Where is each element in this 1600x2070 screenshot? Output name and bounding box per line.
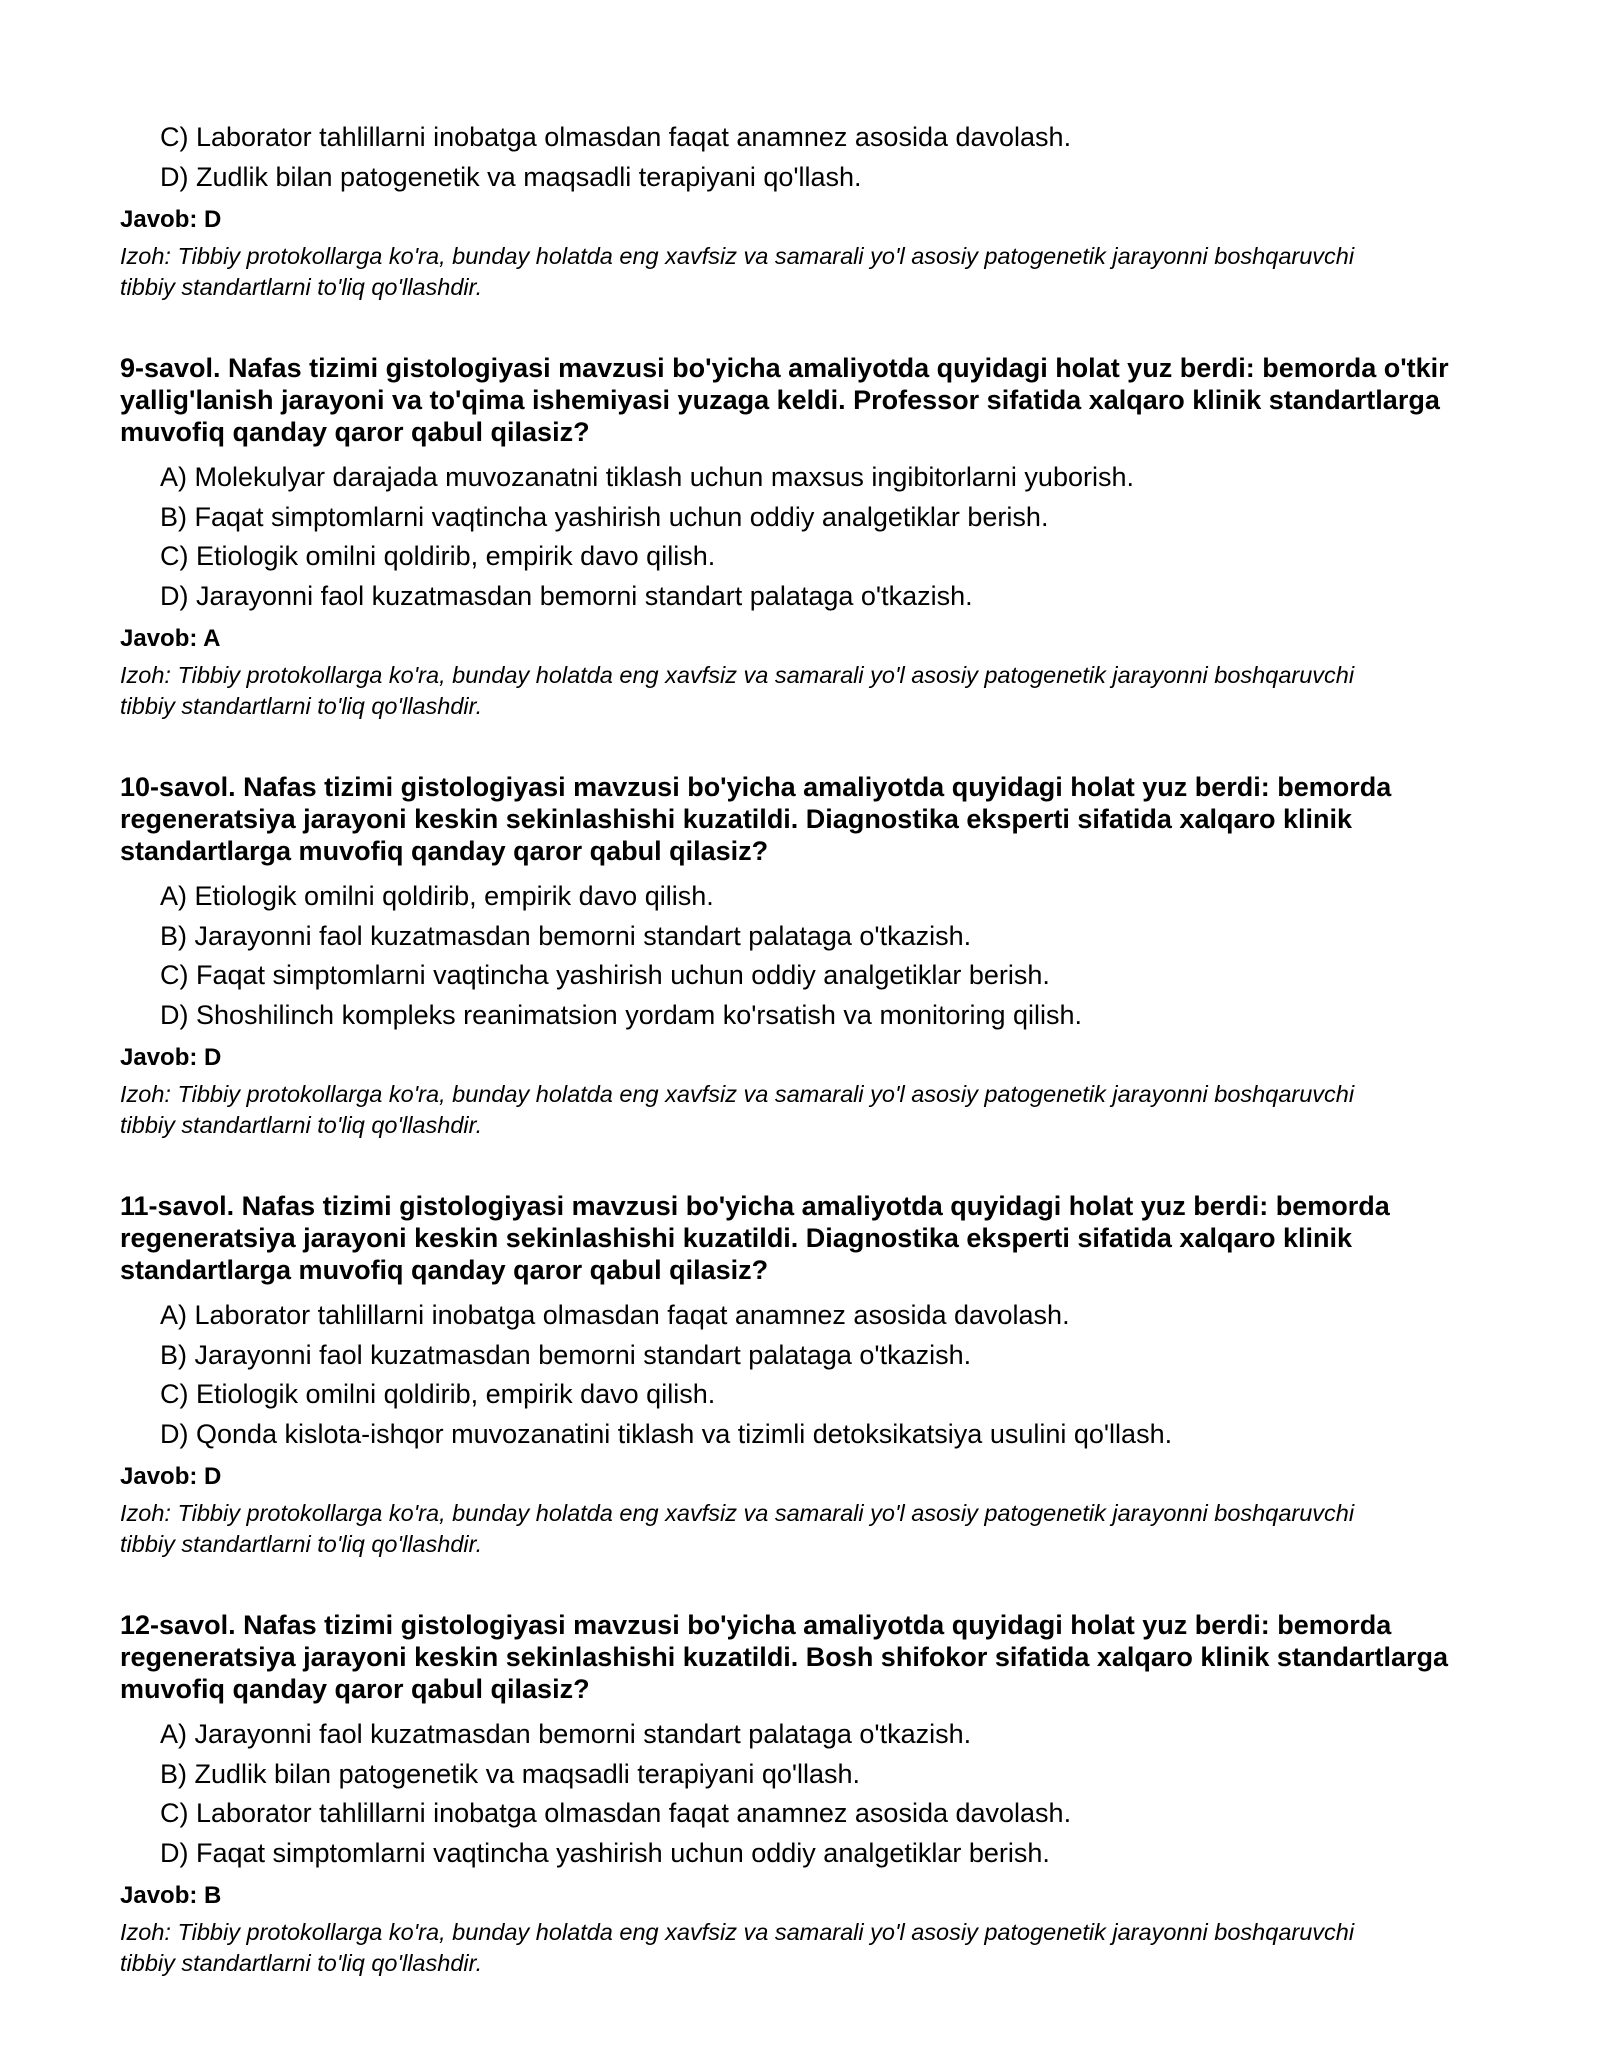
- option-c: C) Etiologik omilni qoldirib, empirik davo qilish.: [160, 1379, 716, 1409]
- explanation-note: Izoh: Tibbiy protokollarga ko'ra, bunday holatda eng xavfsiz va samarali yo'l asosiy patogenetik jarayonni boshqaruvchi tibbiy standartlarni to'liq qo'llashdir.: [120, 662, 1355, 719]
- question-block-11: [120, 1190, 1510, 1560]
- options-list: [120, 118, 1510, 197]
- option-d: D) Faqat simptomlarni vaqtincha yashirish uchun oddiy analgetiklar berish.: [160, 1837, 1050, 1868]
- question-title: 10-savol. Nafas tizimi gistologiyasi mavzusi bo'yicha amaliyotda quyidagi holat yuz berdi: bemorda regeneratsiya jarayoni keskin sekinlashishi kuzatildi. Diagnostika eksperti sifatida xalqaro klinik standartlarga muvofiq qanday qaror qabul qilasiz?: [120, 772, 1392, 866]
- answer-label: Javob: B: [120, 1882, 222, 1909]
- option-a: A) Laborator tahlillarni inobatga olmasdan faqat anamnez asosida davolash.: [160, 1300, 1070, 1330]
- options-list: [120, 1296, 1510, 1454]
- option-d: D) Qonda kislota-ishqor muvozanatini tiklash va tizimli detoksikatsiya usulini qo'llash.: [160, 1418, 1173, 1449]
- question-block-10: [120, 771, 1510, 1141]
- option-b: B) Jarayonni faol kuzatmasdan bemorni standart palataga o'tkazish.: [160, 920, 972, 951]
- options-list: [120, 458, 1510, 616]
- question-title: 11-savol. Nafas tizimi gistologiyasi mavzusi bo'yicha amaliyotda quyidagi holat yuz berdi: bemorda regeneratsiya jarayoni keskin sekinlashishi kuzatildi. Diagnostika eksperti sifatida xalqaro klinik standartlarga muvofiq qanday qaror qabul qilasiz?: [120, 1191, 1390, 1285]
- option-b: B) Faqat simptomlarni vaqtincha yashirish uchun oddiy analgetiklar berish.: [160, 501, 1049, 532]
- option-c: C) Laborator tahlillarni inobatga olmasdan faqat anamnez asosida davolash.: [160, 1798, 1072, 1828]
- option-b: B) Zudlik bilan patogenetik va maqsadli terapiyani qo'llash.: [160, 1758, 861, 1789]
- question-block-8: [120, 118, 1510, 303]
- option-a: A) Jarayonni faol kuzatmasdan bemorni standart palataga o'tkazish.: [160, 1719, 972, 1749]
- question-title: 12-savol. Nafas tizimi gistologiyasi mavzusi bo'yicha amaliyotda quyidagi holat yuz berdi: bemorda regeneratsiya jarayoni keskin sekinlashishi kuzatildi. Bosh shifokor sifatida xalqaro klinik standartlarga muvofiq qanday qaror qabul qilasiz?: [120, 1610, 1448, 1704]
- answer-label: Javob: D: [120, 1463, 222, 1490]
- explanation-note: Izoh: Tibbiy protokollarga ko'ra, bunday holatda eng xavfsiz va samarali yo'l asosiy patogenetik jarayonni boshqaruvchi tibbiy standartlarni to'liq qo'llashdir.: [120, 1081, 1355, 1138]
- option-a: A) Molekulyar darajada muvozanatni tiklash uchun maxsus ingibitorlarni yuborish.: [160, 462, 1134, 492]
- options-list: [120, 1715, 1510, 1873]
- question-title: 9-savol. Nafas tizimi gistologiyasi mavzusi bo'yicha amaliyotda quyidagi holat yuz berdi: bemorda o'tkir yallig'lanish jarayoni va to'qima ishemiyasi yuzaga keldi. Professor sifatida xalqaro klinik standartlarga muvofiq qanday qaror qabul qilasiz?: [120, 353, 1449, 447]
- option-d: D) Shoshilinch kompleks reanimatsion yordam ko'rsatish va monitoring qilish.: [160, 999, 1083, 1030]
- option-b: B) Jarayonni faol kuzatmasdan bemorni standart palataga o'tkazish.: [160, 1339, 972, 1370]
- question-block-9: [120, 352, 1510, 722]
- answer-label: Javob: A: [120, 625, 221, 652]
- question-block-12: [120, 1609, 1510, 1979]
- explanation-note: Izoh: Tibbiy protokollarga ko'ra, bunday holatda eng xavfsiz va samarali yo'l asosiy patogenetik jarayonni boshqaruvchi tibbiy standartlarni to'liq qo'llashdir.: [120, 243, 1355, 300]
- option-a: A) Etiologik omilni qoldirib, empirik davo qilish.: [160, 881, 714, 911]
- option-c: C) Etiologik omilni qoldirib, empirik davo qilish.: [160, 541, 716, 571]
- option-d: D) Jarayonni faol kuzatmasdan bemorni standart palataga o'tkazish.: [160, 580, 973, 611]
- option-c: C) Faqat simptomlarni vaqtincha yashirish uchun oddiy analgetiklar berish.: [160, 960, 1050, 990]
- explanation-note: Izoh: Tibbiy protokollarga ko'ra, bunday holatda eng xavfsiz va samarali yo'l asosiy patogenetik jarayonni boshqaruvchi tibbiy standartlarni to'liq qo'llashdir.: [120, 1919, 1355, 1976]
- explanation-note: Izoh: Tibbiy protokollarga ko'ra, bunday holatda eng xavfsiz va samarali yo'l asosiy patogenetik jarayonni boshqaruvchi tibbiy standartlarni to'liq qo'llashdir.: [120, 1500, 1355, 1557]
- option-c: C) Laborator tahlillarni inobatga olmasdan faqat anamnez asosida davolash.: [160, 122, 1072, 152]
- options-list: [120, 877, 1510, 1035]
- option-d: D) Zudlik bilan patogenetik va maqsadli terapiyani qo'llash.: [160, 161, 862, 192]
- answer-label: Javob: D: [120, 1044, 222, 1071]
- answer-label: Javob: D: [120, 206, 222, 233]
- document-page: [120, 118, 1510, 1979]
